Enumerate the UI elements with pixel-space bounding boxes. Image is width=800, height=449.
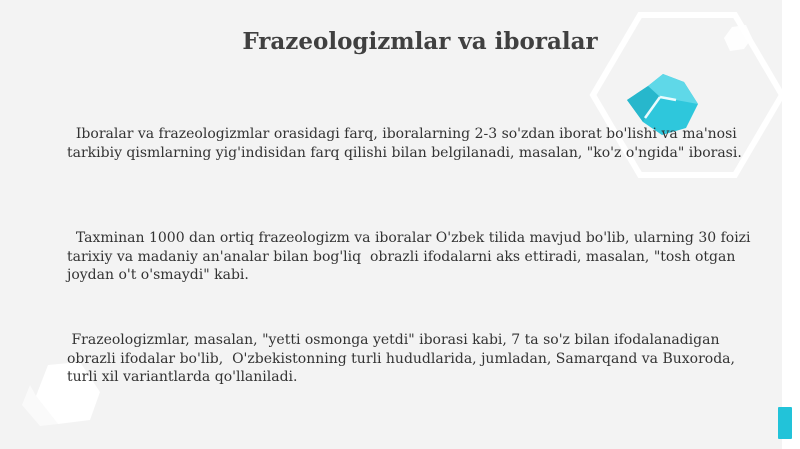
paragraph-1: Iboralar va frazeologizmlar orasidagi farq, iboralarning 2-3 so'zdan iborat bo'lishi va ma'nosi tarkibiy qismlarning yig'indisidan farq qilishi bilan belgilanadi, masalan, "ko'z o'ngida" iborasi. <box>67 126 742 161</box>
paragraph-3: Frazeologizmlar, masalan, "yetti osmonga yetdi" iborasi kabi, 7 ta so'z bilan ifodalanadigan obrazli ifodalar bo'lib, O'zbekistonning turli hududlarida, jumladan, Samarqand va Buxoroda, turli xil variantlarda qo'llaniladi. <box>67 332 740 385</box>
paragraph-2: Taxminan 1000 dan ortiq frazeologizm va iboralar O'zbek tilida mavjud bo'lib, ularning 30 foizi tarixiy va madaniy an'analar bilan bog'liq obrazli ifodalarni aks ettiradi, masalan, "tosh otgan joydan o't o'smaydi" kabi. <box>67 230 760 283</box>
slide-title: Frazeologizmlar va iboralar <box>242 28 598 55</box>
right-edge-strip <box>782 0 800 449</box>
small-white-hexagon <box>724 25 752 51</box>
